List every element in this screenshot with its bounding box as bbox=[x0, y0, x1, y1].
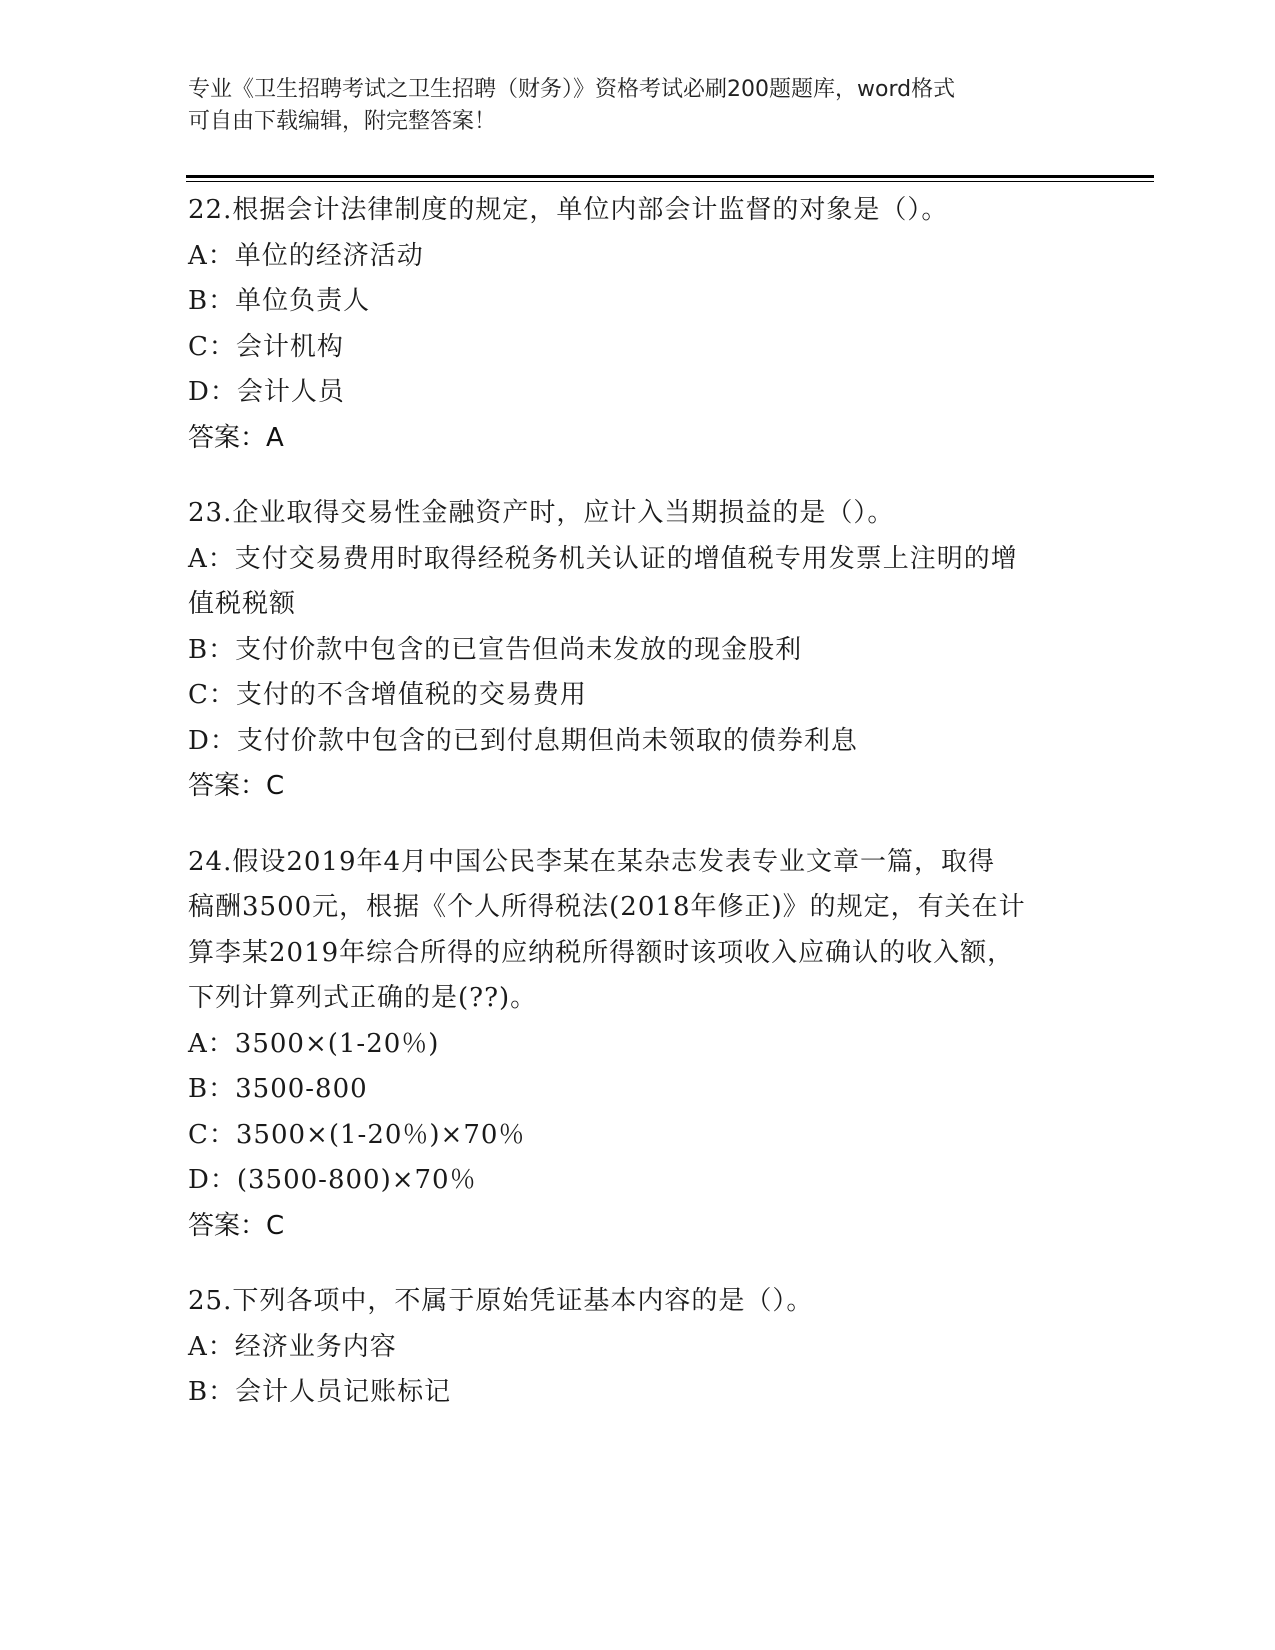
document-header bbox=[188, 74, 1088, 138]
option-a: A：经济业务内容 bbox=[188, 1331, 397, 1362]
question-list bbox=[188, 188, 1088, 1446]
header-divider-thin bbox=[186, 181, 1154, 182]
option-b: B：3500-800 bbox=[188, 1074, 368, 1104]
question-23 bbox=[188, 491, 1088, 810]
header-line-1: 专业《卫生招聘考试之卫生招聘（财务）》资格考试必刷200题题库，word格式 bbox=[188, 77, 956, 102]
option-a: A：支付交易费用时取得经税务机关认证的增值税专用发票上注明的增 bbox=[188, 543, 1018, 574]
option-d: D：(3500-800)×70％ bbox=[188, 1165, 477, 1195]
option-d: D：支付价款中包含的已到付息期但尚未领取的债券利息 bbox=[188, 725, 858, 756]
option-d: D：会计人员 bbox=[188, 377, 345, 407]
option-c: C：支付的不含增值税的交易费用 bbox=[188, 680, 587, 710]
question-24 bbox=[188, 840, 1088, 1250]
question-stem: 25.下列各项中，不属于原始凭证基本内容的是（）。 bbox=[188, 1286, 814, 1316]
answer-label: 答案：C bbox=[188, 1210, 285, 1241]
answer-label: 答案：C bbox=[188, 771, 285, 801]
option-b: B：会计人员记账标记 bbox=[188, 1377, 452, 1407]
question-stem: 23.企业取得交易性金融资产时，应计入当期损益的是（）。 bbox=[188, 498, 895, 528]
option-a: A：单位的经济活动 bbox=[188, 240, 424, 271]
question-stem-line-2: 稿酬3500元，根据《个人所得税法(2018年修正)》的规定，有关在计 bbox=[188, 892, 1026, 922]
question-stem-line-3: 算李某2019年综合所得的应纳税所得额时该项收入应确认的收入额， bbox=[188, 937, 1015, 968]
question-stem-line-4: 下列计算列式正确的是(??)。 bbox=[188, 983, 538, 1013]
option-b: B：单位负责人 bbox=[188, 286, 371, 316]
header-divider-thick bbox=[186, 175, 1154, 178]
option-c: C：3500×(1-20％)×70％ bbox=[188, 1119, 526, 1150]
question-stem: 24.假设2019年4月中国公民李某在某杂志发表专业文章一篇，取得 bbox=[188, 846, 996, 877]
question-stem: 22.根据会计法律制度的规定，单位内部会计监督的对象是（）。 bbox=[188, 195, 949, 225]
question-25 bbox=[188, 1279, 1088, 1416]
answer-label: 答案：A bbox=[188, 422, 284, 453]
question-22 bbox=[188, 188, 1088, 461]
option-a: A：3500×(1-20％) bbox=[188, 1028, 440, 1059]
option-b: B：支付价款中包含的已宣告但尚未发放的现金股利 bbox=[188, 634, 803, 665]
header-line-2: 可自由下载编辑，附完整答案！ bbox=[188, 109, 497, 134]
option-c: C：会计机构 bbox=[188, 331, 344, 362]
option-a-continued: 值税税额 bbox=[188, 589, 297, 619]
